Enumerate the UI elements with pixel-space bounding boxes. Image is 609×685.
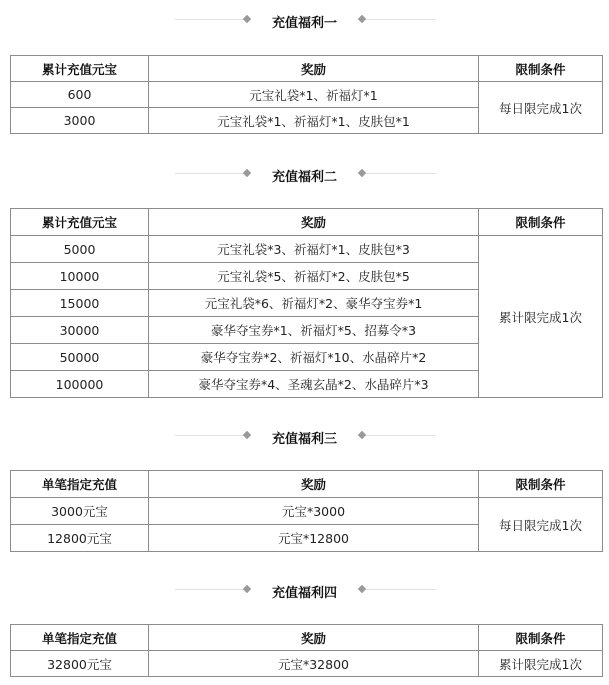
amount-cell: 10000 <box>11 263 149 290</box>
table-header-row <box>11 209 603 236</box>
reward-cell: 元宝礼袋*1、祈福灯*1、皮肤包*1 <box>149 108 479 134</box>
reward-cell: 元宝*32800 <box>149 651 479 677</box>
divider-line <box>366 589 436 590</box>
reward-cell: 元宝礼袋*5、祈福灯*2、皮肤包*5 <box>149 263 479 290</box>
divider-line <box>366 19 436 20</box>
header-reward: 奖励 <box>149 471 479 498</box>
amount-cell: 12800元宝 <box>11 525 149 552</box>
header-amount: 单笔指定充值 <box>11 625 149 651</box>
amount-cell: 3000元宝 <box>11 498 149 525</box>
header-limit: 限制条件 <box>479 471 603 498</box>
amount-cell: 3000 <box>11 108 149 134</box>
table-header-row <box>11 471 603 498</box>
table-row <box>11 651 603 677</box>
table-header-row <box>11 56 603 82</box>
table-row <box>11 82 603 108</box>
section-title-1 <box>0 10 609 30</box>
section-title-2 <box>0 164 609 184</box>
header-amount: 累计充值元宝 <box>11 56 149 82</box>
amount-cell: 30000 <box>11 317 149 344</box>
header-amount: 单笔指定充值 <box>11 471 149 498</box>
amount-cell: 15000 <box>11 290 149 317</box>
amount-cell: 100000 <box>11 371 149 398</box>
table-row <box>11 498 603 525</box>
limit-cell: 累计限完成1次 <box>479 651 603 677</box>
header-limit: 限制条件 <box>479 209 603 236</box>
limit-cell: 累计限完成1次 <box>479 236 603 398</box>
header-reward: 奖励 <box>149 625 479 651</box>
table-row <box>11 236 603 263</box>
reward-cell: 元宝礼袋*6、祈福灯*2、豪华夺宝券*1 <box>149 290 479 317</box>
header-reward: 奖励 <box>149 209 479 236</box>
header-amount: 累计充值元宝 <box>11 209 149 236</box>
reward-cell: 元宝*12800 <box>149 525 479 552</box>
reward-cell: 元宝礼袋*3、祈福灯*1、皮肤包*3 <box>149 236 479 263</box>
header-limit: 限制条件 <box>479 56 603 82</box>
table-header-row <box>11 625 603 651</box>
section-title-text: 充值福利二 <box>271 170 337 185</box>
section-title-text: 充值福利一 <box>271 16 337 31</box>
amount-cell: 5000 <box>11 236 149 263</box>
reward-cell: 元宝*3000 <box>149 498 479 525</box>
header-limit: 限制条件 <box>479 625 603 651</box>
reward-cell: 元宝礼袋*1、祈福灯*1 <box>149 82 479 108</box>
section-title-3 <box>0 426 609 446</box>
section-title-text: 充值福利四 <box>271 586 337 601</box>
header-reward: 奖励 <box>149 56 479 82</box>
reward-cell: 豪华夺宝券*4、圣魂玄晶*2、水晶碎片*3 <box>149 371 479 398</box>
amount-cell: 32800元宝 <box>11 651 149 677</box>
reward-table-1 <box>10 55 603 134</box>
reward-table-2 <box>10 208 603 398</box>
section-title-text: 充值福利三 <box>271 432 337 447</box>
limit-cell: 每日限完成1次 <box>479 498 603 552</box>
amount-cell: 50000 <box>11 344 149 371</box>
reward-cell: 豪华夺宝券*2、祈福灯*10、水晶碎片*2 <box>149 344 479 371</box>
limit-cell: 每日限完成1次 <box>479 82 603 134</box>
reward-table-4 <box>10 624 603 677</box>
divider-line <box>366 435 436 436</box>
amount-cell: 600 <box>11 82 149 108</box>
section-title-4 <box>0 580 609 600</box>
reward-table-3 <box>10 470 603 552</box>
divider-line <box>366 173 436 174</box>
reward-cell: 豪华夺宝券*1、祈福灯*5、招募令*3 <box>149 317 479 344</box>
